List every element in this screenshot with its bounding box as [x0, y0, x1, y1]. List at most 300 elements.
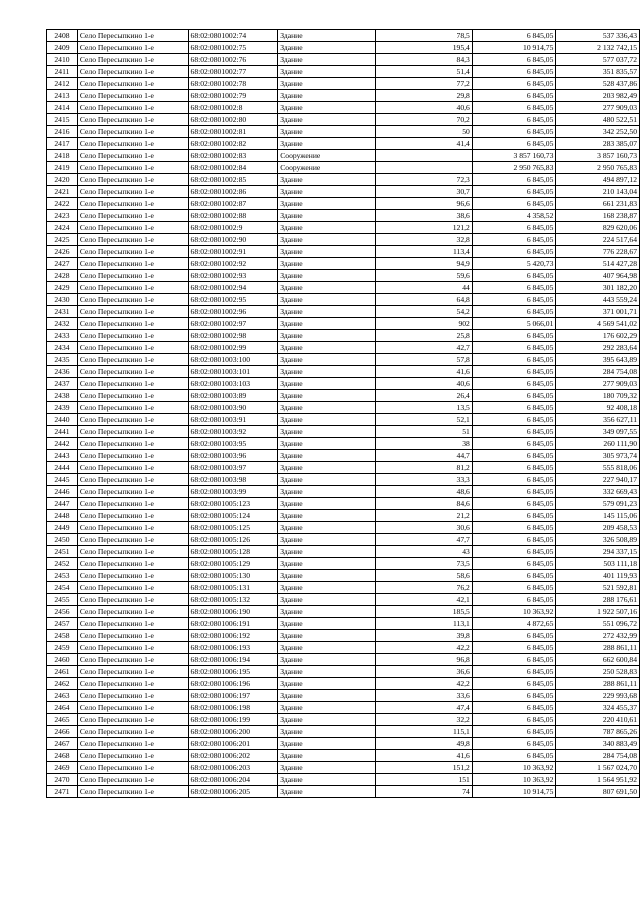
cadastral-value-cell: 1 567 024,70	[556, 762, 640, 774]
table-row	[47, 42, 640, 54]
object-type-cell: Здание	[278, 738, 375, 750]
cadastral-value-cell: 443 559,24	[556, 294, 640, 306]
object-type-cell: Здание	[278, 582, 375, 594]
rate-cell: 4 358,52	[472, 210, 556, 222]
locality-cell: Село Пересыпкино 1-е	[77, 90, 188, 102]
table-row	[47, 558, 640, 570]
cadastral-value-cell: 294 337,15	[556, 546, 640, 558]
row-number: 2457	[47, 618, 78, 630]
object-type-cell: Здание	[278, 186, 375, 198]
row-number: 2426	[47, 246, 78, 258]
cadastral-number-cell: 68:02:0801003:92	[188, 426, 278, 438]
rate-cell: 4 872,65	[472, 618, 556, 630]
row-number: 2467	[47, 738, 78, 750]
cadastral-value-cell: 301 182,20	[556, 282, 640, 294]
cadastral-value-cell: 203 982,49	[556, 90, 640, 102]
row-number: 2421	[47, 186, 78, 198]
locality-cell: Село Пересыпкино 1-е	[77, 222, 188, 234]
table-row	[47, 354, 640, 366]
table-row	[47, 54, 640, 66]
cadastral-value-cell: 401 119,93	[556, 570, 640, 582]
cadastral-value-cell: 494 897,12	[556, 174, 640, 186]
cadastral-value-cell: 537 336,43	[556, 30, 640, 42]
area-cell: 59,6	[375, 270, 472, 282]
locality-cell: Село Пересыпкино 1-е	[77, 534, 188, 546]
table-row	[47, 534, 640, 546]
area-cell: 52,1	[375, 414, 472, 426]
row-number: 2424	[47, 222, 78, 234]
row-number: 2448	[47, 510, 78, 522]
cadastral-value-cell: 3 857 160,73	[556, 150, 640, 162]
rate-cell: 6 845,05	[472, 66, 556, 78]
cadastral-number-cell: 68:02:0801003:90	[188, 402, 278, 414]
cadastral-number-cell: 68:02:0801002:74	[188, 30, 278, 42]
table-row	[47, 150, 640, 162]
cadastral-number-cell: 68:02:0801006:190	[188, 606, 278, 618]
locality-cell: Село Пересыпкино 1-е	[77, 726, 188, 738]
cadastral-number-cell: 68:02:0801006:198	[188, 702, 278, 714]
cadastral-value-cell: 351 835,57	[556, 66, 640, 78]
area-cell: 21,2	[375, 510, 472, 522]
locality-cell: Село Пересыпкино 1-е	[77, 198, 188, 210]
cadastral-value-cell: 209 458,53	[556, 522, 640, 534]
cadastral-number-cell: 68:02:0801002:78	[188, 78, 278, 90]
area-cell: 41,4	[375, 138, 472, 150]
row-number: 2471	[47, 786, 78, 798]
row-number: 2455	[47, 594, 78, 606]
area-cell: 36,6	[375, 666, 472, 678]
area-cell: 151	[375, 774, 472, 786]
rate-cell: 6 845,05	[472, 330, 556, 342]
object-type-cell: Здание	[278, 222, 375, 234]
object-type-cell: Здание	[278, 270, 375, 282]
area-cell: 51,4	[375, 66, 472, 78]
cadastral-value-cell: 4 569 541,02	[556, 318, 640, 330]
table-row	[47, 330, 640, 342]
row-number: 2441	[47, 426, 78, 438]
locality-cell: Село Пересыпкино 1-е	[77, 618, 188, 630]
cadastral-value-cell: 277 909,03	[556, 378, 640, 390]
rate-cell: 6 845,05	[472, 234, 556, 246]
area-cell: 48,6	[375, 486, 472, 498]
area-cell: 73,5	[375, 558, 472, 570]
cadastral-value-cell: 503 111,18	[556, 558, 640, 570]
row-number: 2469	[47, 762, 78, 774]
rate-cell: 6 845,05	[472, 306, 556, 318]
cadastral-value-cell: 227 940,17	[556, 474, 640, 486]
row-number: 2418	[47, 150, 78, 162]
table-row	[47, 342, 640, 354]
locality-cell: Село Пересыпкино 1-е	[77, 714, 188, 726]
object-type-cell: Здание	[278, 390, 375, 402]
area-cell: 72,3	[375, 174, 472, 186]
object-type-cell: Здание	[278, 606, 375, 618]
locality-cell: Село Пересыпкино 1-е	[77, 498, 188, 510]
row-number: 2439	[47, 402, 78, 414]
rate-cell: 6 845,05	[472, 342, 556, 354]
table-row	[47, 102, 640, 114]
cadastral-number-cell: 68:02:0801003:97	[188, 462, 278, 474]
table-row	[47, 762, 640, 774]
table-row	[47, 66, 640, 78]
object-type-cell: Здание	[278, 342, 375, 354]
cadastral-number-cell: 68:02:0801006:205	[188, 786, 278, 798]
locality-cell: Село Пересыпкино 1-е	[77, 606, 188, 618]
cadastral-value-cell: 288 176,61	[556, 594, 640, 606]
cadastral-number-cell: 68:02:0801002:84	[188, 162, 278, 174]
cadastral-number-cell: 68:02:0801005:132	[188, 594, 278, 606]
locality-cell: Село Пересыпкино 1-е	[77, 150, 188, 162]
area-cell: 115,1	[375, 726, 472, 738]
locality-cell: Село Пересыпкино 1-е	[77, 294, 188, 306]
row-number: 2453	[47, 570, 78, 582]
area-cell: 47,4	[375, 702, 472, 714]
rate-cell: 6 845,05	[472, 522, 556, 534]
rate-cell: 6 845,05	[472, 750, 556, 762]
table-row	[47, 234, 640, 246]
cadastral-value-cell: 332 669,43	[556, 486, 640, 498]
area-cell: 40,6	[375, 102, 472, 114]
object-type-cell: Здание	[278, 114, 375, 126]
table-row	[47, 486, 640, 498]
table-row	[47, 666, 640, 678]
rate-cell: 6 845,05	[472, 174, 556, 186]
cadastral-number-cell: 68:02:0801002:79	[188, 90, 278, 102]
table-row	[47, 606, 640, 618]
area-cell: 57,8	[375, 354, 472, 366]
rate-cell: 6 845,05	[472, 738, 556, 750]
rate-cell: 6 845,05	[472, 54, 556, 66]
rate-cell: 6 845,05	[472, 630, 556, 642]
rate-cell: 6 845,05	[472, 510, 556, 522]
table-row	[47, 198, 640, 210]
table-row	[47, 738, 640, 750]
cadastral-number-cell: 68:02:0801006:202	[188, 750, 278, 762]
row-number: 2438	[47, 390, 78, 402]
cadastral-number-cell: 68:02:0801006:201	[188, 738, 278, 750]
cadastral-value-cell: 356 627,11	[556, 414, 640, 426]
table-row	[47, 222, 640, 234]
object-type-cell: Здание	[278, 306, 375, 318]
area-cell: 113,4	[375, 246, 472, 258]
locality-cell: Село Пересыпкино 1-е	[77, 642, 188, 654]
cadastral-value-cell: 326 508,89	[556, 534, 640, 546]
table-row	[47, 210, 640, 222]
rate-cell: 3 857 160,73	[472, 150, 556, 162]
cadastral-value-cell: 514 427,28	[556, 258, 640, 270]
row-number: 2430	[47, 294, 78, 306]
locality-cell: Село Пересыпкино 1-е	[77, 318, 188, 330]
locality-cell: Село Пересыпкино 1-е	[77, 546, 188, 558]
cadastral-number-cell: 68:02:0801002:8	[188, 102, 278, 114]
table-row	[47, 126, 640, 138]
table-row	[47, 318, 640, 330]
rate-cell: 10 363,92	[472, 606, 556, 618]
cadastral-value-cell: 1 922 507,16	[556, 606, 640, 618]
object-type-cell: Здание	[278, 642, 375, 654]
area-cell: 41,6	[375, 366, 472, 378]
table-row	[47, 270, 640, 282]
rate-cell: 6 845,05	[472, 282, 556, 294]
object-type-cell: Сооружение	[278, 150, 375, 162]
cadastral-value-cell: 829 620,06	[556, 222, 640, 234]
row-number: 2464	[47, 702, 78, 714]
table-row	[47, 714, 640, 726]
object-type-cell: Здание	[278, 570, 375, 582]
object-type-cell: Здание	[278, 354, 375, 366]
area-cell: 49,8	[375, 738, 472, 750]
table-row	[47, 282, 640, 294]
object-type-cell: Здание	[278, 510, 375, 522]
rate-cell: 6 845,05	[472, 402, 556, 414]
rate-cell: 6 845,05	[472, 450, 556, 462]
rate-cell: 6 845,05	[472, 570, 556, 582]
object-type-cell: Здание	[278, 366, 375, 378]
table-row	[47, 774, 640, 786]
row-number: 2462	[47, 678, 78, 690]
area-cell: 76,2	[375, 582, 472, 594]
cadastral-value-cell: 787 865,26	[556, 726, 640, 738]
cadastral-number-cell: 68:02:0801006:193	[188, 642, 278, 654]
table-row	[47, 750, 640, 762]
area-cell: 70,2	[375, 114, 472, 126]
area-cell: 78,5	[375, 30, 472, 42]
object-type-cell: Здание	[278, 558, 375, 570]
table-row	[47, 30, 640, 42]
object-type-cell: Здание	[278, 174, 375, 186]
locality-cell: Село Пересыпкино 1-е	[77, 354, 188, 366]
cadastral-number-cell: 68:02:0801003:89	[188, 390, 278, 402]
cadastral-value-cell: 272 432,99	[556, 630, 640, 642]
row-number: 2456	[47, 606, 78, 618]
table-row	[47, 462, 640, 474]
cadastral-value-cell: 528 437,86	[556, 78, 640, 90]
cadastral-value-cell: 288 861,11	[556, 678, 640, 690]
object-type-cell: Здание	[278, 702, 375, 714]
cadastral-number-cell: 68:02:0801006:195	[188, 666, 278, 678]
locality-cell: Село Пересыпкино 1-е	[77, 174, 188, 186]
rate-cell: 6 845,05	[472, 138, 556, 150]
cadastral-value-cell: 662 600,84	[556, 654, 640, 666]
object-type-cell: Здание	[278, 450, 375, 462]
locality-cell: Село Пересыпкино 1-е	[77, 306, 188, 318]
locality-cell: Село Пересыпкино 1-е	[77, 462, 188, 474]
row-number: 2422	[47, 198, 78, 210]
rate-cell: 6 845,05	[472, 198, 556, 210]
cadastral-value-cell: 480 522,51	[556, 114, 640, 126]
row-number: 2454	[47, 582, 78, 594]
locality-cell: Село Пересыпкино 1-е	[77, 270, 188, 282]
cadastral-value-cell: 224 517,64	[556, 234, 640, 246]
table-row	[47, 186, 640, 198]
locality-cell: Село Пересыпкино 1-е	[77, 282, 188, 294]
locality-cell: Село Пересыпкино 1-е	[77, 762, 188, 774]
table-row	[47, 594, 640, 606]
rate-cell: 6 845,05	[472, 546, 556, 558]
area-cell: 44,7	[375, 450, 472, 462]
cadastral-value-cell: 324 455,37	[556, 702, 640, 714]
locality-cell: Село Пересыпкино 1-е	[77, 366, 188, 378]
cadastral-value-cell: 277 909,03	[556, 102, 640, 114]
cadastral-number-cell: 68:02:0801002:87	[188, 198, 278, 210]
cadastral-number-cell: 68:02:0801002:88	[188, 210, 278, 222]
object-type-cell: Здание	[278, 330, 375, 342]
row-number: 2445	[47, 474, 78, 486]
table-row	[47, 246, 640, 258]
rate-cell: 6 845,05	[472, 126, 556, 138]
cadastral-value-cell: 1 564 951,92	[556, 774, 640, 786]
locality-cell: Село Пересыпкино 1-е	[77, 54, 188, 66]
area-cell: 30,7	[375, 186, 472, 198]
row-number: 2450	[47, 534, 78, 546]
cadastral-number-cell: 68:02:0801003:96	[188, 450, 278, 462]
locality-cell: Село Пересыпкино 1-е	[77, 210, 188, 222]
row-number: 2443	[47, 450, 78, 462]
locality-cell: Село Пересыпкино 1-е	[77, 162, 188, 174]
row-number: 2412	[47, 78, 78, 90]
locality-cell: Село Пересыпкино 1-е	[77, 102, 188, 114]
rate-cell: 6 845,05	[472, 594, 556, 606]
cadastral-number-cell: 68:02:0801003:91	[188, 414, 278, 426]
row-number: 2408	[47, 30, 78, 42]
object-type-cell: Здание	[278, 90, 375, 102]
locality-cell: Село Пересыпкино 1-е	[77, 138, 188, 150]
object-type-cell: Здание	[278, 246, 375, 258]
locality-cell: Село Пересыпкино 1-е	[77, 378, 188, 390]
area-cell: 902	[375, 318, 472, 330]
cadastral-number-cell: 68:02:0801002:85	[188, 174, 278, 186]
row-number: 2466	[47, 726, 78, 738]
cadastral-number-cell: 68:02:0801006:196	[188, 678, 278, 690]
cadastral-number-cell: 68:02:0801005:126	[188, 534, 278, 546]
object-type-cell: Здание	[278, 234, 375, 246]
locality-cell: Село Пересыпкино 1-е	[77, 450, 188, 462]
table-row	[47, 630, 640, 642]
cadastral-number-cell: 68:02:0801003:100	[188, 354, 278, 366]
area-cell: 44	[375, 282, 472, 294]
object-type-cell: Здание	[278, 666, 375, 678]
cadastral-number-cell: 68:02:0801002:81	[188, 126, 278, 138]
locality-cell: Село Пересыпкино 1-е	[77, 750, 188, 762]
locality-cell: Село Пересыпкино 1-е	[77, 558, 188, 570]
area-cell: 42,1	[375, 594, 472, 606]
object-type-cell: Здание	[278, 474, 375, 486]
area-cell: 151,2	[375, 762, 472, 774]
table-row	[47, 678, 640, 690]
object-type-cell: Здание	[278, 762, 375, 774]
row-number: 2437	[47, 378, 78, 390]
object-type-cell: Здание	[278, 30, 375, 42]
object-type-cell: Здание	[278, 534, 375, 546]
rate-cell: 6 845,05	[472, 726, 556, 738]
cadastral-number-cell: 68:02:0801005:123	[188, 498, 278, 510]
table-row	[47, 306, 640, 318]
object-type-cell: Здание	[278, 210, 375, 222]
cadastral-number-cell: 68:02:0801002:96	[188, 306, 278, 318]
rate-cell: 6 845,05	[472, 474, 556, 486]
table-row	[47, 450, 640, 462]
object-type-cell: Здание	[278, 426, 375, 438]
row-number: 2465	[47, 714, 78, 726]
rate-cell: 6 845,05	[472, 438, 556, 450]
rate-cell: 6 845,05	[472, 666, 556, 678]
rate-cell: 6 845,05	[472, 486, 556, 498]
cadastral-number-cell: 68:02:0801005:128	[188, 546, 278, 558]
area-cell: 26,4	[375, 390, 472, 402]
cadastral-value-cell: 342 252,50	[556, 126, 640, 138]
rate-cell: 6 845,05	[472, 102, 556, 114]
row-number: 2461	[47, 666, 78, 678]
area-cell: 51	[375, 426, 472, 438]
area-cell: 39,8	[375, 630, 472, 642]
cadastral-number-cell: 68:02:0801003:103	[188, 378, 278, 390]
rate-cell: 6 845,05	[472, 90, 556, 102]
row-number: 2468	[47, 750, 78, 762]
cadastral-number-cell: 68:02:0801006:192	[188, 630, 278, 642]
rate-cell: 6 845,05	[472, 114, 556, 126]
cadastral-number-cell: 68:02:0801006:194	[188, 654, 278, 666]
cadastral-value-cell: 395 643,89	[556, 354, 640, 366]
cadastral-number-cell: 68:02:0801002:98	[188, 330, 278, 342]
rate-cell: 6 845,05	[472, 690, 556, 702]
locality-cell: Село Пересыпкино 1-е	[77, 594, 188, 606]
object-type-cell: Здание	[278, 774, 375, 786]
area-cell: 33,6	[375, 690, 472, 702]
locality-cell: Село Пересыпкино 1-е	[77, 738, 188, 750]
cadastral-value-cell: 555 818,06	[556, 462, 640, 474]
locality-cell: Село Пересыпкино 1-е	[77, 330, 188, 342]
cadastral-value-cell: 210 143,04	[556, 186, 640, 198]
rate-cell: 10 363,92	[472, 762, 556, 774]
area-cell: 74	[375, 786, 472, 798]
object-type-cell: Здание	[278, 54, 375, 66]
table-row	[47, 510, 640, 522]
object-type-cell: Здание	[278, 402, 375, 414]
area-cell: 96,8	[375, 654, 472, 666]
cadastral-value-cell: 250 528,83	[556, 666, 640, 678]
area-cell: 64,8	[375, 294, 472, 306]
table-row	[47, 258, 640, 270]
row-number: 2433	[47, 330, 78, 342]
area-cell	[375, 150, 472, 162]
cadastral-value-cell: 807 691,50	[556, 786, 640, 798]
area-cell: 84,3	[375, 54, 472, 66]
cadastral-number-cell: 68:02:0801002:86	[188, 186, 278, 198]
table-row	[47, 546, 640, 558]
row-number: 2442	[47, 438, 78, 450]
cadastral-number-cell: 68:02:0801005:125	[188, 522, 278, 534]
cadastral-number-cell: 68:02:0801002:83	[188, 150, 278, 162]
cadastral-value-cell: 284 754,08	[556, 750, 640, 762]
area-cell: 32,2	[375, 714, 472, 726]
rate-cell: 6 845,05	[472, 642, 556, 654]
object-type-cell: Здание	[278, 138, 375, 150]
row-number: 2431	[47, 306, 78, 318]
locality-cell: Село Пересыпкино 1-е	[77, 114, 188, 126]
cadastral-value-cell: 2 950 765,83	[556, 162, 640, 174]
area-cell: 185,5	[375, 606, 472, 618]
cadastral-value-cell: 145 115,06	[556, 510, 640, 522]
cadastral-number-cell: 68:02:0801002:80	[188, 114, 278, 126]
cadastral-value-cell: 349 097,55	[556, 426, 640, 438]
locality-cell: Село Пересыпкино 1-е	[77, 654, 188, 666]
cadastral-number-cell: 68:02:0801003:101	[188, 366, 278, 378]
table-row	[47, 366, 640, 378]
area-cell: 43	[375, 546, 472, 558]
locality-cell: Село Пересыпкино 1-е	[77, 786, 188, 798]
locality-cell: Село Пересыпкино 1-е	[77, 486, 188, 498]
table-row	[47, 438, 640, 450]
